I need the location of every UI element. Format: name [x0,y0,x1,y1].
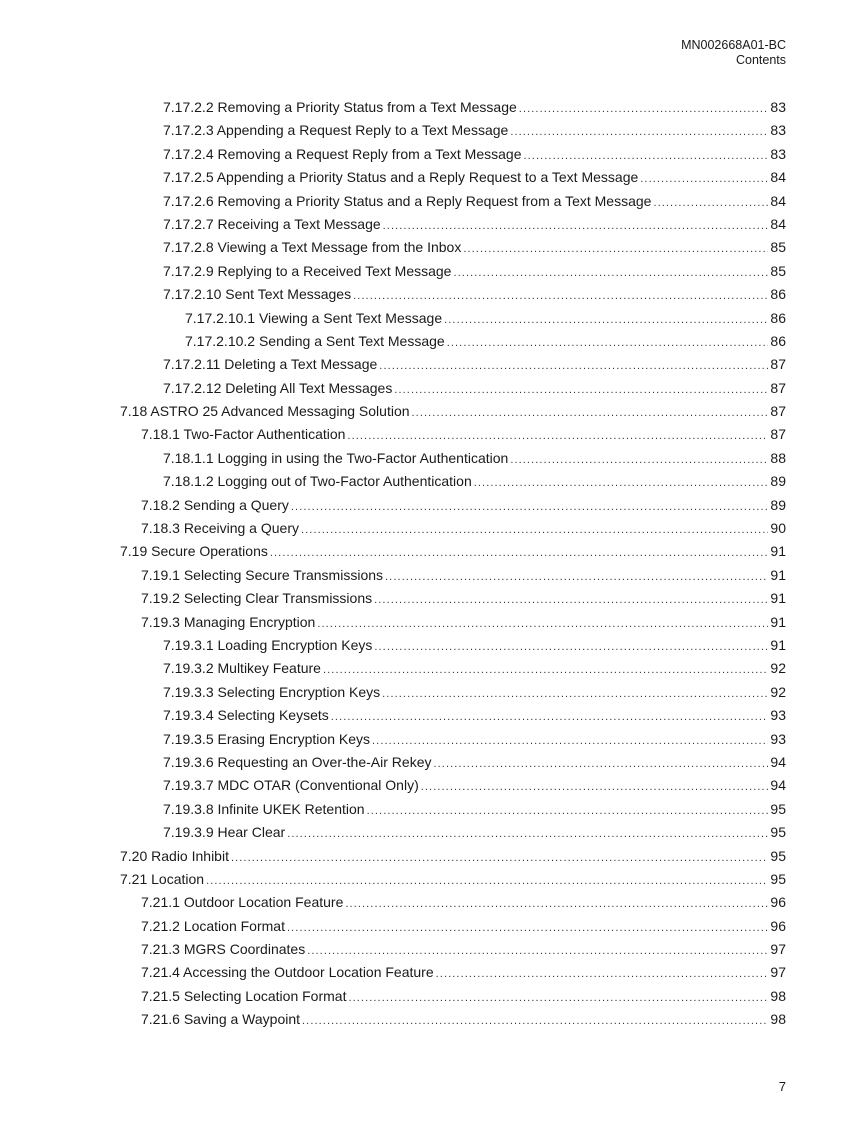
toc-entry-page: 95 [770,800,786,817]
toc-entry[interactable] [120,190,786,213]
toc-entry[interactable] [120,307,786,330]
toc-entry-title: 7.17.2.9 Replying to a Received Text Message [163,262,452,279]
toc-entry-page: 85 [770,239,786,256]
toc-entry-page: 91 [770,613,786,630]
toc-entry-page: 93 [770,730,786,747]
toc-entry-title: 7.19.3.2 Multikey Feature [163,660,321,677]
toc-entry-page: 95 [770,824,786,841]
toc-entry[interactable] [120,377,786,400]
toc-entry-title: 7.17.2.6 Removing a Priority Status and a Reply Request from a Text Message [163,192,652,209]
toc-entry[interactable] [120,540,786,563]
toc-entry[interactable] [120,283,786,306]
dot-leader [331,706,769,729]
toc-entry[interactable] [120,119,786,142]
toc-entry-page: 93 [770,707,786,724]
dot-leader [640,168,768,191]
toc-entry[interactable] [120,564,786,587]
toc-entry-title: 7.19.3.4 Selecting Keysets [163,707,329,724]
toc-entry[interactable] [120,845,786,868]
toc-entry-page: 92 [770,660,786,677]
toc-entry-title: 7.17.2.4 Removing a Request Reply from a Text Message [163,145,522,162]
toc-entry-page: 84 [770,169,786,186]
toc-entry[interactable] [120,236,786,259]
dot-leader [421,776,769,799]
toc-entry-title: 7.18.1.2 Logging out of Two-Factor Authentication [163,473,472,490]
toc-entry-page: 95 [770,870,786,887]
toc-entry[interactable] [120,891,786,914]
dot-leader [367,800,769,823]
toc-entry-page: 96 [770,917,786,934]
dot-leader [444,309,768,332]
dot-leader [270,542,769,565]
toc-entry-title: 7.21.1 Outdoor Location Feature [141,894,344,911]
toc-entry-title: 7.19.3.3 Selecting Encryption Keys [163,683,381,700]
toc-entry[interactable] [120,798,786,821]
toc-entry[interactable] [120,517,786,540]
toc-entry-page: 97 [770,964,786,981]
dot-leader [379,355,768,378]
toc-entry-title: 7.19.3.8 Infinite UKEK Retention [163,800,365,817]
dot-leader [523,145,768,168]
toc-entry-page: 95 [770,847,786,864]
toc-entry[interactable] [120,587,786,610]
dot-leader [353,285,768,308]
toc-entry-title: 7.19.1 Selecting Secure Transmissions [141,566,384,583]
section-name: Contents [735,53,786,67]
dot-leader [307,940,768,963]
toc-entry-page: 89 [770,473,786,490]
toc-entry[interactable] [120,447,786,470]
dot-leader [519,98,769,121]
toc-entry-title: 7.17.2.8 Viewing a Text Message from the Inbox [163,239,462,256]
toc-entry-page: 94 [770,753,786,770]
toc-entry-page: 87 [770,379,786,396]
dot-leader [301,519,768,542]
dot-leader [206,870,768,893]
toc-entry-title: 7.19.3.1 Loading Encryption Keys [163,636,373,653]
dot-leader [447,332,769,355]
dot-leader [474,472,769,495]
toc-entry[interactable] [120,143,786,166]
toc-entry-title: 7.19.3.6 Requesting an Over-the-Air Rekey [163,753,432,770]
toc-entry[interactable] [120,938,786,961]
dot-leader [287,917,768,940]
toc-entry-page: 98 [770,1011,786,1028]
toc-entry[interactable] [120,985,786,1008]
toc-entry-title: 7.19.3.7 MDC OTAR (Conventional Only) [163,777,419,794]
toc-entry[interactable] [120,657,786,680]
toc-entry-page: 83 [770,145,786,162]
toc-entry-page: 98 [770,987,786,1004]
toc-entry-title: 7.17.2.10.1 Viewing a Sent Text Message [185,309,443,326]
toc-entry[interactable] [120,915,786,938]
dot-leader [510,121,768,144]
toc-entry[interactable] [120,728,786,751]
toc-entry[interactable] [120,213,786,236]
toc-entry-page: 92 [770,683,786,700]
toc-entry[interactable] [120,681,786,704]
toc-entry-title: 7.19.2 Selecting Clear Transmissions [141,590,373,607]
toc-entry-title: 7.19.3 Managing Encryption [141,613,316,630]
toc-entry-page: 91 [770,543,786,560]
toc-entry-page: 86 [770,309,786,326]
dot-leader [463,238,768,261]
toc-entry-title: 7.21.3 MGRS Coordinates [141,941,306,958]
dot-leader [287,823,768,846]
toc-entry-title: 7.18.1.1 Logging in using the Two-Factor Authentication [163,449,509,466]
toc-entry-title: 7.18.2 Sending a Query [141,496,289,513]
toc-entry[interactable] [120,961,786,984]
toc-entry-page: 91 [770,636,786,653]
toc-entry-page: 87 [770,403,786,420]
toc-entry-title: 7.17.2.5 Appending a Priority Status and a Reply Request to a Text Message [163,169,639,186]
dot-leader [231,847,768,870]
toc-entry-page: 86 [770,332,786,349]
toc-entry[interactable] [120,423,786,446]
dot-leader [323,659,768,682]
toc-entry-page: 96 [770,894,786,911]
toc-entry-title: 7.19.3.9 Hear Clear [163,824,286,841]
dot-leader [433,753,768,776]
dot-leader [374,636,768,659]
dot-leader [374,589,768,612]
toc-entry[interactable] [120,330,786,353]
toc-entry-title: 7.17.2.12 Deleting All Text Messages [163,379,393,396]
toc-entry[interactable] [120,868,786,891]
toc-entry-title: 7.17.2.7 Receiving a Text Message [163,215,381,232]
toc-entry-page: 87 [770,426,786,443]
toc-entry[interactable] [120,611,786,634]
toc-entry[interactable] [120,774,786,797]
toc-entry[interactable] [120,400,786,423]
toc-entry-page: 91 [770,590,786,607]
table-of-contents [120,96,786,1032]
dot-leader [510,449,768,472]
toc-entry-title: 7.17.2.3 Appending a Request Reply to a Text Message [163,122,509,139]
toc-entry-title: 7.19 Secure Operations [120,543,268,560]
toc-entry[interactable] [120,634,786,657]
toc-entry-page: 97 [770,941,786,958]
toc-entry-page: 85 [770,262,786,279]
toc-entry[interactable] [120,353,786,376]
toc-entry-page: 91 [770,566,786,583]
toc-entry-title: 7.18 ASTRO 25 Advanced Messaging Solution [120,403,410,420]
toc-entry-page: 84 [770,215,786,232]
dot-leader [394,379,768,402]
toc-entry-title: 7.17.2.10.2 Sending a Sent Text Message [185,332,445,349]
toc-entry-page: 83 [770,122,786,139]
dot-leader [348,987,768,1010]
toc-entry[interactable] [120,1008,786,1031]
toc-entry[interactable] [120,166,786,189]
page-header [681,38,786,68]
toc-entry-title: 7.21.5 Selecting Location Format [141,987,347,1004]
dot-leader [412,402,769,425]
toc-entry-title: 7.18.3 Receiving a Query [141,520,299,537]
toc-entry-title: 7.17.2.11 Deleting a Text Message [163,356,378,373]
toc-entry-title: 7.18.1 Two-Factor Authentication [141,426,346,443]
toc-entry-page: 86 [770,286,786,303]
toc-entry[interactable] [120,704,786,727]
toc-entry-title: 7.17.2.2 Removing a Priority Status from a Text Message [163,99,517,115]
toc-entry-title: 7.21.4 Accessing the Outdoor Location Feature [141,964,434,981]
dot-leader [372,730,768,753]
page-number: 7 [778,1079,786,1094]
toc-entry[interactable] [120,470,786,493]
dot-leader [385,566,768,589]
dot-leader [653,192,768,215]
toc-entry[interactable] [120,96,786,119]
dot-leader [453,262,768,285]
dot-leader [345,893,768,916]
toc-entry-page: 84 [770,192,786,209]
dot-leader [382,683,768,706]
dot-leader [291,496,769,519]
dot-leader [302,1010,768,1033]
toc-entry-title: 7.20 Radio Inhibit [120,847,229,864]
dot-leader [347,425,768,448]
toc-entry-page: 89 [770,496,786,513]
toc-entry-title: 7.21 Location [120,870,205,887]
toc-entry-title: 7.19.3.5 Erasing Encryption Keys [163,730,371,747]
toc-entry-page: 94 [770,777,786,794]
toc-entry-title: 7.21.2 Location Format [141,917,285,934]
toc-entry-page: 87 [770,356,786,373]
dot-leader [383,215,769,238]
toc-entry[interactable] [120,751,786,774]
toc-entry[interactable] [120,821,786,844]
toc-entry-page: 88 [770,449,786,466]
toc-entry[interactable] [120,494,786,517]
toc-entry-title: 7.17.2.10 Sent Text Messages [163,286,352,303]
dot-leader [436,963,769,986]
toc-entry-title: 7.21.6 Saving a Waypoint [141,1011,301,1028]
dot-leader [317,613,768,636]
toc-entry-page: 90 [770,520,786,537]
toc-entry[interactable] [120,260,786,283]
document-id: MN002668A01-BC [681,38,786,52]
toc-entry-page: 83 [770,99,786,115]
